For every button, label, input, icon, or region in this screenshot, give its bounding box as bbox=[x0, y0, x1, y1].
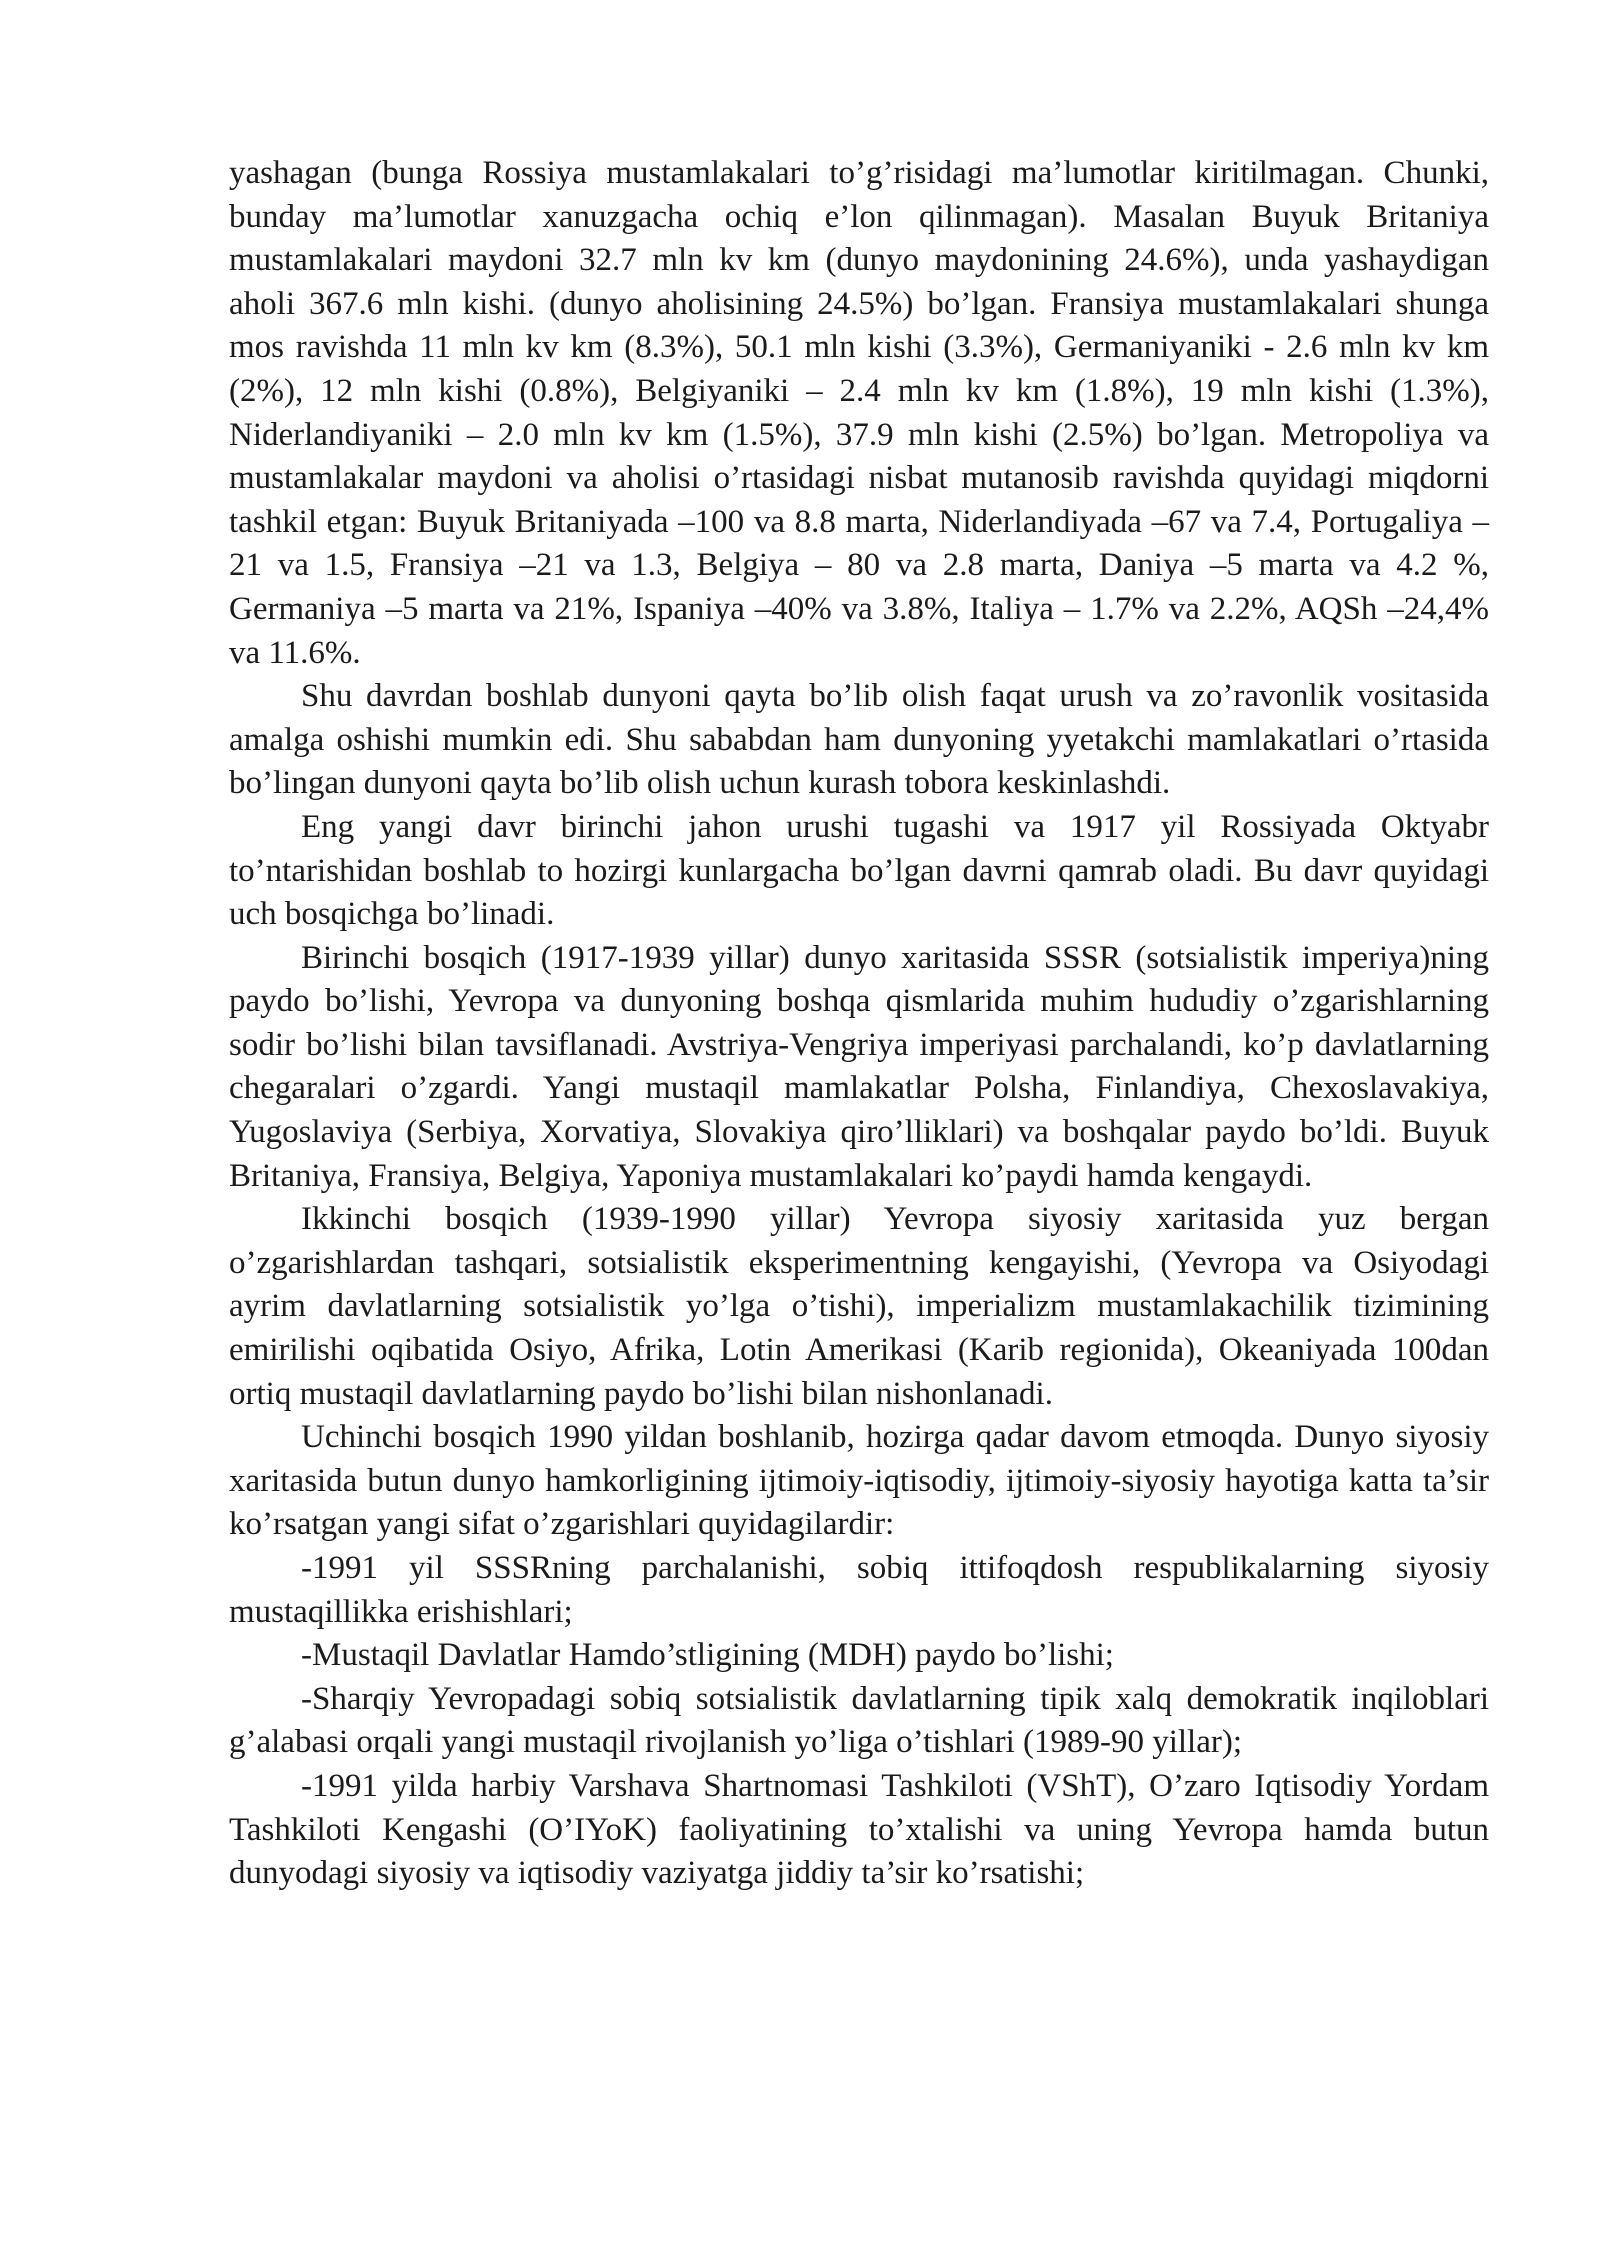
paragraph-second-stage: Ikkinchi bosqich (1939-1990 yillar) Yevropa siyosiy xaritasida yuz bergan o’zgarishlardan tashqari, sotsialistik eksperimentning kengayishi, (Yevropa va Osiyodagi ayrim davlatlarning sotsialistik yo’lga o’tishi), imperializm mustamlakachilik tizimining emirilishi oqibatida Osiyo, Afrika, Lotin Amerikasi (Karib regionida), Okeaniyada 100dan ortiq mustaqil davlatlarning paydo bo’lishi bilan nishonlanadi. bbox=[229, 1201, 1489, 1412]
paragraph-first-stage: Birinchi bosqich (1917-1939 yillar) dunyo xaritasida SSSR (sotsialistik imperiya)ning paydo bo’lishi, Yevropa va dunyoning boshqa qismlarida muhim hududiy o’zgarishlarning sodir bo’lishi bilan tavsiflanadi. Avstriya-Vengriya imperiyasi parchalandi, ko’p davlatlarning chegaralari o’zgardi. Yangi mustaqil mamlakatlar Polsha, Finlandiya, Chexoslavakiya, Yugoslaviya (Serbiya, Xorvatiya, Slovakiya qiro’lliklari) va boshqalar paydo bo’ldi. Buyuk Britaniya, Fransiya, Belgiya, Yaponiya mustamlakalari ko’paydi hamda kengaydi. bbox=[229, 939, 1489, 1194]
paragraph-newest-period: Eng yangi davr birinchi jahon urushi tugashi va 1917 yil Rossiyada Oktyabr to’ntarishidan boshlab to hozirgi kunlargacha bo’lgan davrni qamrab oladi. Bu davr quyidagi uch bosqichga bo’linadi. bbox=[229, 808, 1489, 933]
paragraph-third-stage: Uchinchi bosqich 1990 yildan boshlanib, hozirga qadar davom etmoqda. Dunyo siyosiy xaritasida butun dunyo hamkorligining ijtimoiy-iqtisodiy, ijtimoiy-siyosiy hayotiga katta ta’sir ko’rsatgan yangi sifat o’zgarishlari quyidagilardir: bbox=[229, 1419, 1489, 1543]
paragraph-redivision-of-world: Shu davrdan boshlab dunyoni qayta bo’lib olish faqat urush va zo’ravonlik vositasida amalga oshishi mumkin edi. Shu sababdan ham dunyoning yyetakchi mamlakatlari o’rtasida bo’lingan dunyoni qayta bo’lib olish uchun kurash tobora keskinlashdi. bbox=[229, 678, 1489, 802]
list-item-ussr-collapse: -1991 yil SSSRning parchalanishi, sobiq ittifoqdosh respublikalarning siyosiy mustaqillikka erishishlari; bbox=[229, 1550, 1489, 1630]
list-item-cis-formation: -Mustaqil Davlatlar Hamdo’stligining (MDH) paydo bo’lishi; bbox=[301, 1637, 1114, 1674]
list-item-warsaw-pact: -1991 yilda harbiy Varshava Shartnomasi Tashkiloti (VShT), O’zaro Iqtisodiy Yordam Tashkiloti Kengashi (O’IYoK) faoliyatining to’xtalishi va uning Yevropa hamda butun dunyodagi siyosiy va iqtisodiy vaziyatga jiddiy ta’sir ko’rsatishi; bbox=[229, 1767, 1489, 1892]
paragraph-colonial-statistics: yashagan (bunga Rossiya mustamlakalari to’g’risidagi ma’lumotlar kiritilmagan. Chunki, bunday ma’lumotlar xanuzgacha ochiq e’lon qilinmagan). Masalan Buyuk Britaniya mustamlakalari maydoni 32.7 mln kv km (dunyo maydonining 24.6%), unda yashaydigan aholi 367.6 mln kishi. (dunyo aholisining 24.5%) bo’lgan. Fransiya mustamlakalari shunga mos ravishda 11 mln kv km (8.3%), 50.1 mln kishi (3.3%), Germaniyaniki - 2.6 mln kv km (2%), 12 mln kishi (0.8%), Belgiyaniki – 2.4 mln kv km (1.8%), 19 mln kishi (1.3%), Niderlandiyaniki – 2.0 mln kv km (1.5%), 37.9 mln kishi (2.5%) bo’lgan. Metropoliya va mustamlakalar maydoni va aholisi o’rtasidagi nisbat mutanosib ravishda quyidagi miqdorni tashkil etgan: Buyuk Britaniyada –100 va 8.8 marta, Niderlandiyada –67 va 7.4, Portugaliya –21 va 1.5, Fransiya –21 va 1.3, Belgiya – 80 va 2.8 marta, Daniya –5 marta va 4.2 %, Germaniya –5 marta va 21%, Ispaniya –40% va 3.8%, Italiya – 1.7% va 2.2%, AQSh –24,4% va 11.6%. bbox=[229, 155, 1489, 671]
document-page bbox=[229, 152, 1489, 1896]
list-item-eastern-europe: -Sharqiy Yevropadagi sobiq sotsialistik davlatlarning tipik xalq demokratik inqiloblari g’alabasi orqali yangi mustaqil rivojlanish yo’liga o’tishlari (1989-90 yillar); bbox=[229, 1680, 1489, 1761]
